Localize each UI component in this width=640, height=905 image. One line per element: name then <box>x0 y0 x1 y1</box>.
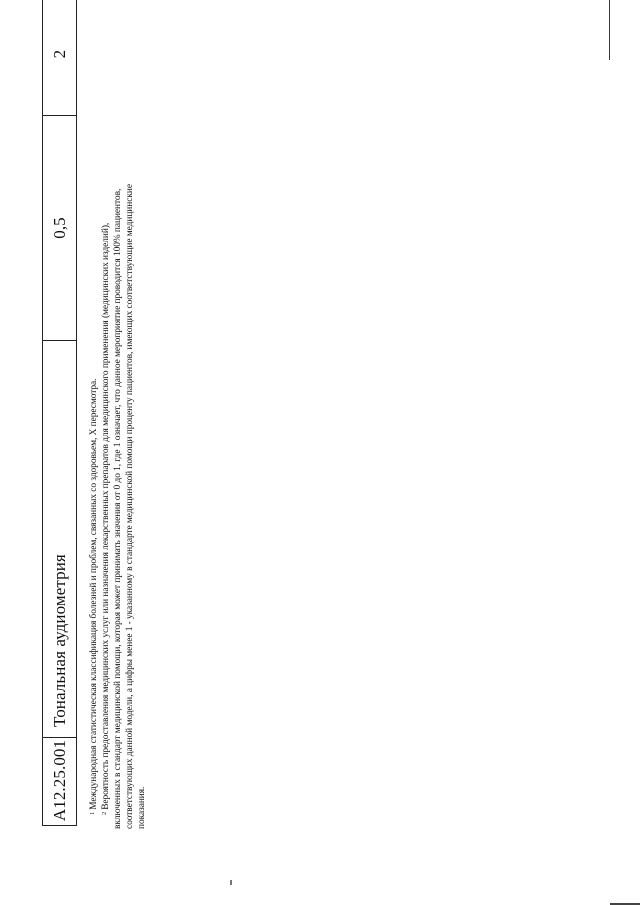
scan-edge-line <box>609 0 610 60</box>
service-code-cell: A12.25.001 <box>49 739 69 822</box>
footnote-2-line-4: показания. <box>137 786 147 829</box>
footnote-1-text: Международная статистическая классификация болезней и проблем, связанных со здоровьем, X пересмотра. <box>89 378 99 810</box>
frequency-rate-cell: 0,5 <box>43 116 76 341</box>
footnote-2-line-3: соответствующих данной модели, а цифры менее 1 - указанному в стандарте медицинской помощи проценту пациентов, имеющих соответствующие медицинские <box>125 184 135 829</box>
medical-service-table-row <box>42 0 77 826</box>
footnote-2-line-2: включенных в стандарт медицинской помощи, которая может принимать значения от 0 до 1, где 1 означает, что данное мероприятие проводится 100% пациентов, <box>113 188 123 829</box>
footnote-2-mark: 2 <box>101 811 108 815</box>
footnotes-block <box>88 29 148 829</box>
multiplicity-cell: 2 <box>43 0 76 116</box>
footnote-2-line-1 <box>100 29 112 829</box>
footnote-1 <box>88 29 100 829</box>
footnote-1-mark: 1 <box>89 811 96 815</box>
scan-speck <box>230 880 232 885</box>
service-name-cell: Тональная аудиометрия <box>43 341 76 738</box>
footnote-2-text-line-1: Вероятность предоставления медицинских услуг или назначения лекарственных препаратов для медицинского применения (медицинских изделий), <box>101 222 111 810</box>
